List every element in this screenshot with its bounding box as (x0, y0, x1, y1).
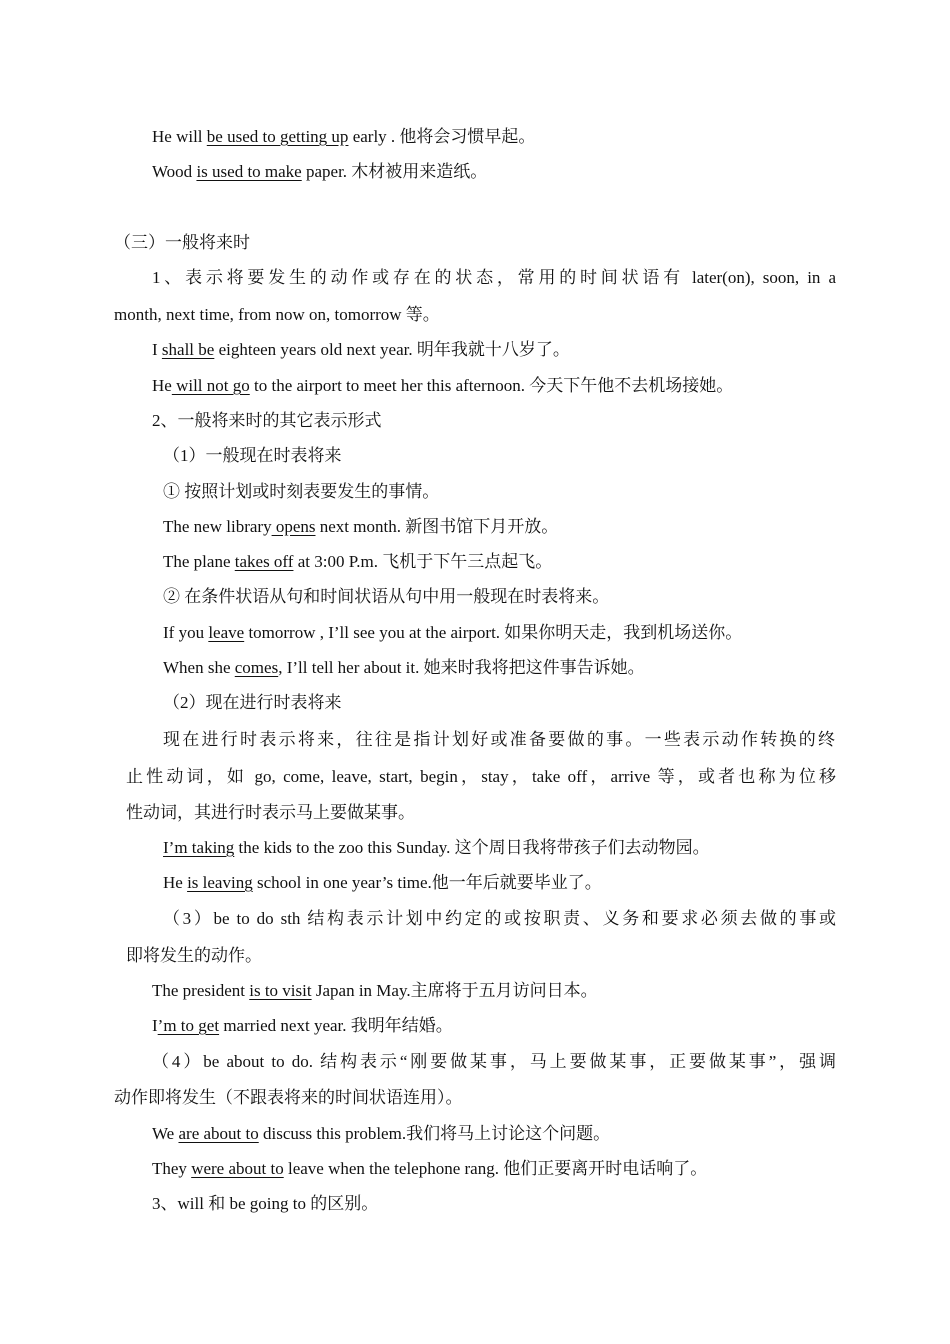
text-run: He (163, 873, 188, 892)
text-run: I (152, 1016, 158, 1035)
text-run: If you (163, 623, 209, 642)
line-17 (163, 729, 835, 751)
text-run: the kids to the zoo this Sunday. 这个周日我将带孩子们去动物园。 (234, 838, 710, 857)
line-18 (126, 766, 836, 788)
text-run: They (152, 1159, 192, 1178)
underlined-phrase: leave (208, 623, 245, 642)
text-run: month, next time, from now on, tomorrow 等。 (114, 305, 440, 324)
text-run: We (152, 1124, 179, 1143)
underlined-phrase: were about to (191, 1159, 284, 1178)
text-run: , I’ll tell her about it. 她来时我将把这件事告诉她。 (278, 658, 645, 677)
text-run: married next year. 我明年结婚。 (219, 1016, 453, 1035)
text-run: He (152, 376, 172, 395)
line-24 (152, 980, 598, 1002)
line-19 (126, 802, 415, 824)
text-run: at 3:00 P.m. 飞机于下午三点起飞。 (293, 552, 553, 571)
text-run: 动作即将发生（不跟表将来的时间状语连用）。 (114, 1088, 463, 1107)
text-run: ② 在条件状语从句和时间状语从句中用一般现在时表将来。 (163, 587, 610, 606)
underlined-phrase: I’m taking (163, 838, 235, 857)
underlined-phrase: is leaving (187, 873, 253, 892)
text-run: school in one year’s time.他一年后就要毕业了。 (252, 873, 602, 892)
text-run: tomorrow , I’ll see you at the airport. 如果你明天走，我到机场送你。 (244, 623, 743, 642)
text-run: 2、一般将来时的其它表示形式 (152, 411, 382, 430)
line-30 (152, 1193, 378, 1215)
text-run: （三）一般将来时 (114, 233, 250, 252)
text-run: to the airport to meet her this afternoon. 今天下午他不去机场接她。 (249, 376, 734, 395)
text-run: （4）be about to do. 结构表示“刚要做某事，马上要做某事，正要做某事”，强调 (152, 1052, 836, 1071)
line-20 (163, 837, 710, 859)
line-4 (152, 267, 836, 289)
line-14 (163, 622, 742, 644)
text-run: leave when the telephone rang. 他们正要离开时电话响了。 (283, 1159, 708, 1178)
line-10 (163, 481, 439, 503)
line-21 (163, 872, 602, 894)
text-run: （1）一般现在时表将来 (163, 446, 342, 465)
text-run: early . 他将会习惯早起。 (348, 127, 536, 146)
underlined-phrase: opens (271, 517, 316, 536)
text-run: 3、will 和 be going to 的区别。 (152, 1194, 379, 1213)
line-5 (114, 304, 440, 326)
line-2 (152, 161, 487, 183)
line-9 (163, 445, 342, 467)
text-run: 现在进行时表示将来，往往是指计划好或准备要做的事。一些表示动作转换的终 (163, 730, 835, 749)
line-13 (163, 586, 609, 608)
text-run: I (152, 340, 162, 359)
line-16 (163, 692, 342, 714)
text-run: 即将发生的动作。 (126, 946, 262, 965)
underlined-phrase: is to visit (249, 981, 312, 1000)
text-run: ① 按照计划或时刻表要发生的事情。 (163, 482, 440, 501)
underlined-phrase: will not go (171, 376, 250, 395)
text-run: 止性动词，如 go, come, leave, start, begin，stay，take off，arrive 等，或者也称为位移 (126, 767, 836, 786)
line-25 (152, 1015, 453, 1037)
text-run: 性动词，其进行时表示马上要做某事。 (126, 803, 415, 822)
line-15 (163, 657, 645, 679)
line-1 (152, 126, 535, 148)
text-run: When she (163, 658, 235, 677)
underlined-phrase: shall be (161, 340, 215, 359)
line-6 (152, 339, 570, 361)
underlined-phrase: be used to getting up (206, 127, 349, 146)
text-run: next month. 新图书馆下月开放。 (315, 517, 559, 536)
text-run: Japan in May.主席将于五月访问日本。 (311, 981, 598, 1000)
underlined-phrase: is used to make (196, 162, 302, 181)
line-28 (152, 1123, 610, 1145)
line-22 (163, 908, 836, 930)
text-run: Wood (152, 162, 197, 181)
underlined-phrase: comes (234, 658, 279, 677)
line-12 (163, 551, 552, 573)
underlined-phrase: takes off (234, 552, 294, 571)
text-run: paper. 木材被用来造纸。 (301, 162, 488, 181)
section-heading (114, 232, 250, 254)
line-8 (152, 410, 382, 432)
underlined-phrase: are about to (178, 1124, 259, 1143)
text-run: The plane (163, 552, 235, 571)
line-23 (126, 945, 262, 967)
underlined-phrase: ’m to get (157, 1016, 220, 1035)
text-run: eighteen years old next year. 明年我就十八岁了。 (214, 340, 570, 359)
text-run: He will (152, 127, 207, 146)
line-7 (152, 375, 733, 397)
text-run: The president (152, 981, 250, 1000)
line-26 (152, 1051, 836, 1073)
line-29 (152, 1158, 707, 1180)
text-run: discuss this problem.我们将马上讨论这个问题。 (258, 1124, 611, 1143)
text-run: 1、表示将要发生的动作或存在的状态，常用的时间状语有 later(on), soon, in a (152, 268, 836, 287)
text-run: The new library (163, 517, 272, 536)
text-run: （3）be to do sth 结构表示计划中约定的或按职责、义务和要求必须去做的事或 (163, 909, 836, 928)
line-27 (114, 1087, 463, 1109)
line-11 (163, 516, 558, 538)
text-run: （2）现在进行时表将来 (163, 693, 342, 712)
